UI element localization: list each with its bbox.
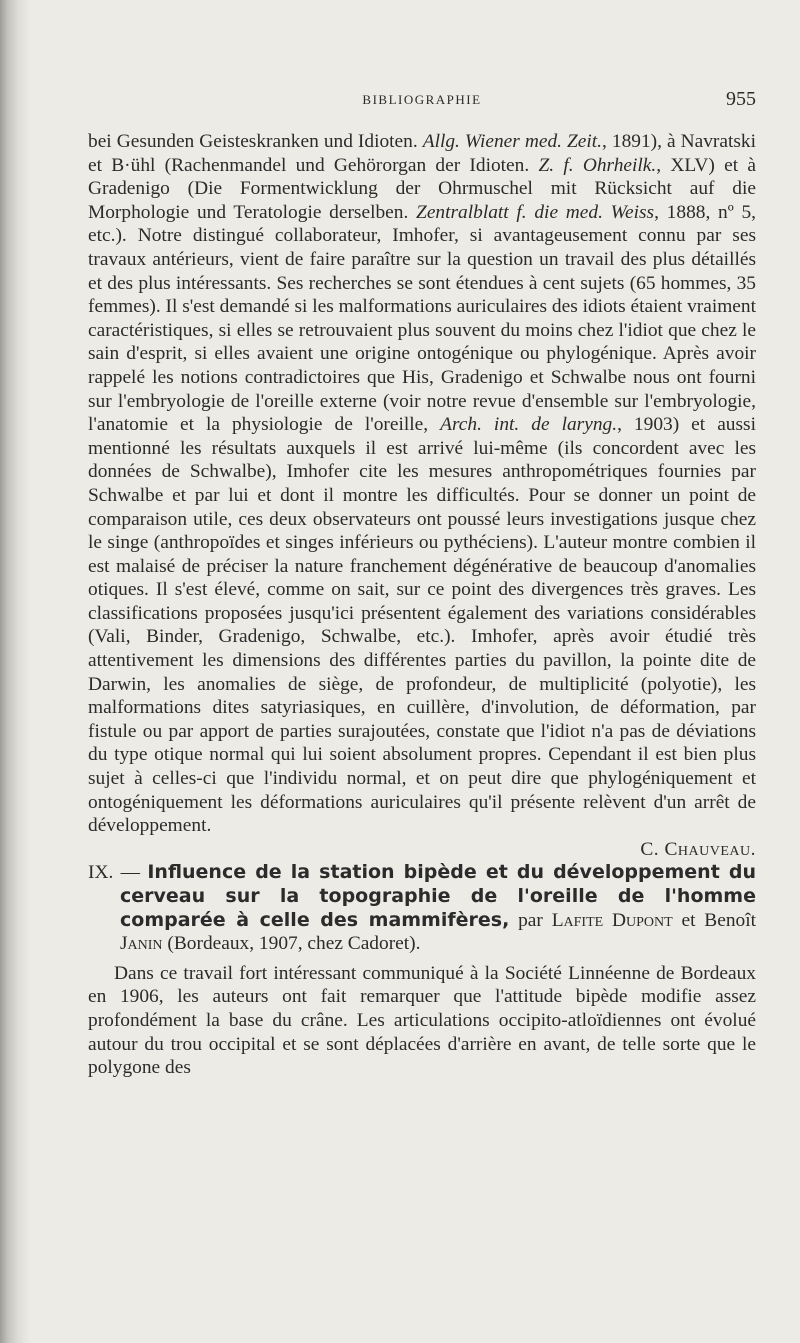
author-name: Janin — [120, 933, 163, 955]
page-content — [88, 130, 756, 1080]
reviewer-name: C. Chauveau. — [640, 838, 756, 860]
running-head — [88, 88, 756, 112]
text-run: bei Gesunden Geisteskranken und Idioten. — [88, 131, 423, 152]
journal-title: Zentralblatt f. die med. Weiss — [416, 201, 655, 223]
binding-shadow — [0, 0, 30, 1343]
author-name: Lafite Dupont — [551, 909, 673, 931]
running-title: BIBLIOGRAPHIE — [362, 92, 482, 107]
review-signature — [88, 838, 756, 862]
page-number: 955 — [726, 88, 756, 110]
journal-title: Arch. int. de laryng. — [440, 414, 618, 436]
authors-prefix: par — [509, 909, 552, 931]
paragraph-lafite-review: Dans ce travail fort intéressant communiqué à la Société Linnéenne de Bordeaux en 1906, les auteurs ont fait remarquer que l'attitude bipède modifie assez profondément la base du crâne. Les articulations occipito-atloïdiennes ont évolué autour du trou occipital et se sont déplacées d'arrière en avant, de telle sorte que le polygone des — [88, 962, 756, 1079]
text-run: , 1891), à Navratski et B·ühl (Rachenmandel und Gehörorgan der Idioten. — [88, 131, 757, 176]
journal-title: Allg. Wiener med. Zeit. — [422, 131, 603, 152]
section-heading-ix — [88, 861, 756, 955]
text-run: , 1903) et aussi mentionné les résultats auxquels il est arrivé lui-même (ils concordent avec les données de Schwalbe), Imhofer cite les mesures anthropométriques fournies par Schwalbe et par lui et dont il montre les difficultés. Pour se donner un point de comparaison utile, ces deux observateurs ont poussé leurs investigations jusque chez le singe (anthropoïdes et singes inférieurs ou pythéciens). L'auteur montre combien il est malaisé de préciser la nature franchement dégénérative de beaucoup d'anomalies otiques. Il s'est élevé, comme on sait, sur ce point des divergences très graves. Les classifications proposées jusqu'ici présentent également des variations considérables (Vali, Binder, Gradenigo, Schwalbe, etc.). Imhofer, après avoir étudié très attentivement les dimensions des différentes parties du pavillon, la pointe dite de Darwin, les anomalies de siège, de profondeur, de multiplicité (polyotie), les malformations dites satyriasiques, en cuillère, d'involution, de déformation, par fistule ou par apport de parties surajoutées, constate que l'idiot n'a pas de déviations du type otique normal qui lui soient absolument propres. Cependant il est bien plus sujet à celles-ci que l'individu normal, et on peut dire que phylogéniquement et ontogéniquement les déformations auriculaires qu'il présente relèvent d'un arrêt de développement. — [88, 414, 756, 837]
journal-title: Z. f. Ohrheilk. — [538, 154, 657, 176]
paragraph-imhofer-review — [88, 130, 756, 838]
section-title: Influence de la station bipède et du développement du cerveau sur la topographie de l'oreille de l'homme comparée à celle des mammifères, — [120, 861, 756, 931]
citation: (Bordeaux, 1907, chez Cadoret). — [162, 933, 421, 955]
section-number: IX. — — [88, 862, 148, 884]
text-run: , XLV) et à Gradenigo (Die Formentwicklung der Ohrmuschel mit Rücksicht auf die Morphologie und Teratologie derselben. — [88, 154, 756, 223]
text-run: , 1888, nº 5, etc.). Notre distingué collaborateur, Imhofer, si avantageusement connu par ses travaux antérieurs, vient de faire paraître sur la question un travail des plus détaillés et des plus intéressants. Ses recherches se sont étendues à cent sujets (65 hommes, 35 femmes). Il s'est demandé si les malformations auriculaires des idiots étaient vraiment caractéristiques, si elles se retrouvaient plus souvent du moins chez l'idiot que chez le sain d'esprit, si elles avaient une origine ontogénique ou phylogénique. Après avoir rappelé les notions contradictoires que His, Gradenigo et Schwalbe nous ont fourni sur l'embryologie de l'oreille externe (voir notre revue d'ensemble sur l'embryologie, l'anatomie et la physiologie de l'oreille, — [88, 201, 756, 436]
authors-mid: et Benoît — [672, 909, 756, 931]
